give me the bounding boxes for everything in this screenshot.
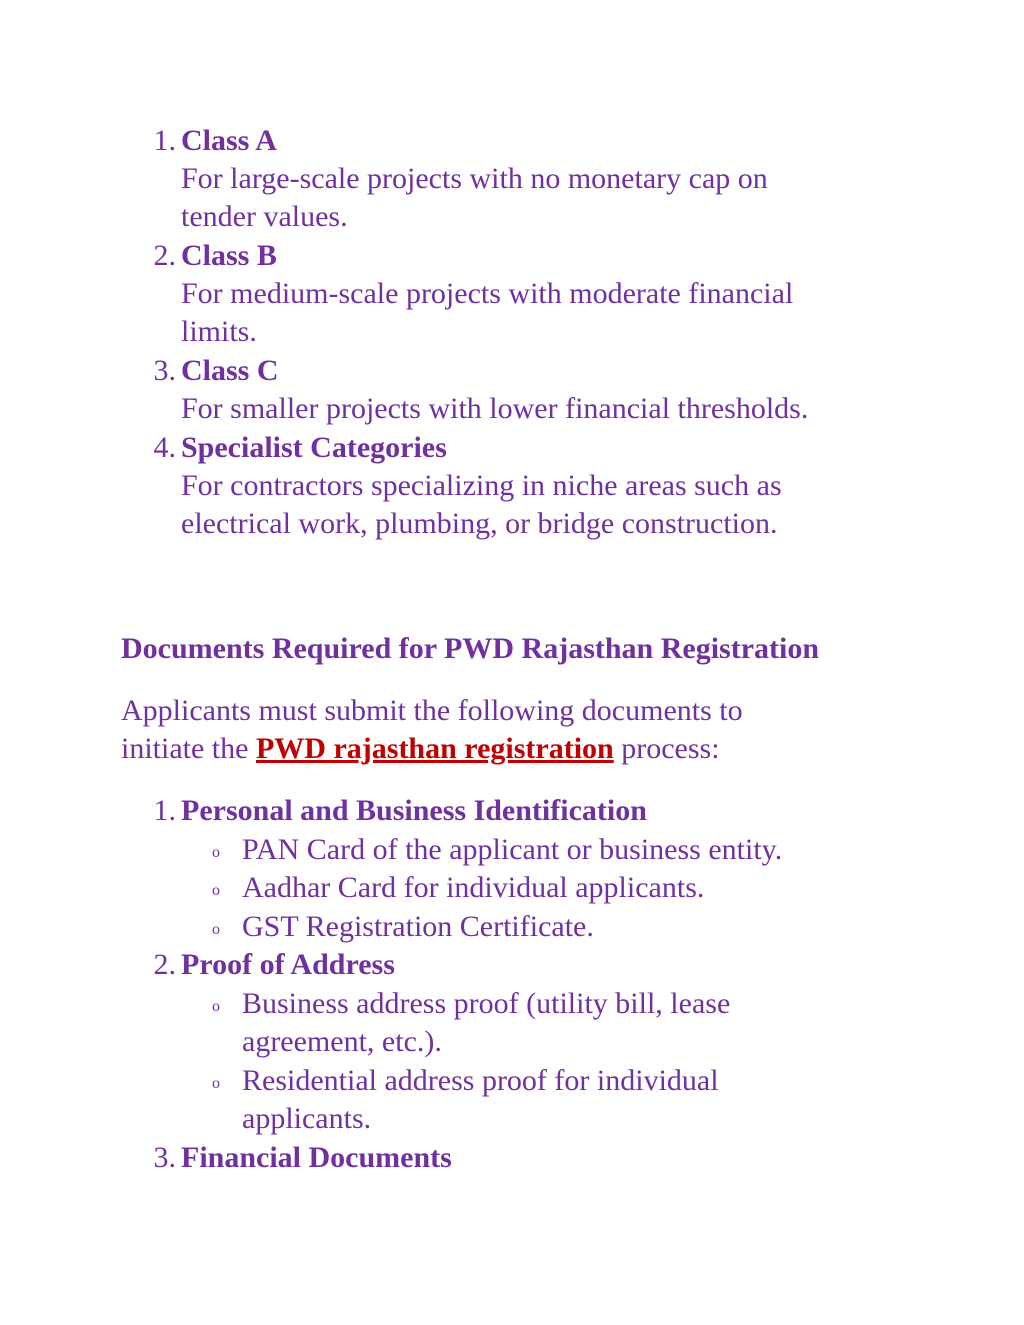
list-number: 1. (153, 124, 176, 157)
hollow-bullet-icon: o (212, 1075, 220, 1092)
list-number: 3. (153, 354, 176, 387)
specialist-title: Specialist Categories (181, 431, 447, 464)
proof-of-address-title: Proof of Address (181, 948, 395, 981)
financial-documents-title: Financial Documents (181, 1141, 452, 1174)
class-a-desc-cont: tender values. (181, 200, 348, 233)
intro-text: Applicants must submit the following documents to (121, 694, 743, 727)
class-a-desc: For large-scale projects with no monetary cap on (181, 162, 768, 195)
class-b-desc: For medium-scale projects with moderate financial (181, 277, 794, 310)
list-number: 2. (153, 239, 176, 272)
list-number: 3. (153, 1141, 176, 1174)
class-c-title: Class C (181, 354, 279, 387)
hollow-bullet-icon: o (212, 998, 220, 1015)
specialist-desc: For contractors specializing in niche areas such as (181, 469, 782, 502)
hollow-bullet-icon: o (212, 844, 220, 861)
class-c-desc: For smaller projects with lower financial thresholds. (181, 392, 809, 425)
specialist-desc-cont: electrical work, plumbing, or bridge construction. (181, 507, 778, 540)
hollow-bullet-icon: o (212, 921, 220, 938)
list-number: 4. (153, 431, 176, 464)
hollow-bullet-icon: o (212, 882, 220, 899)
list-item: Business address proof (utility bill, lease (242, 987, 731, 1020)
list-item: Residential address proof for individual (242, 1064, 719, 1097)
class-b-title: Class B (181, 239, 277, 272)
class-a-title: Class A (181, 124, 277, 157)
list-item: GST Registration Certificate. (242, 910, 594, 943)
list-number: 1. (153, 794, 176, 827)
intro-text-cont (121, 730, 720, 768)
identification-title: Personal and Business Identification (181, 794, 647, 827)
pwd-registration-link[interactable]: PWD rajasthan registration (255, 732, 614, 765)
documents-heading: Documents Required for PWD Rajasthan Registration (121, 632, 820, 665)
list-number: 2. (153, 948, 176, 981)
class-b-desc-cont: limits. (181, 315, 257, 348)
list-item-cont: applicants. (242, 1102, 372, 1135)
intro-suffix: process: (613, 732, 720, 765)
intro-prefix: initiate the (121, 732, 256, 765)
list-item-cont: agreement, etc.). (242, 1025, 442, 1058)
list-item: Aadhar Card for individual applicants. (242, 871, 705, 904)
list-item: PAN Card of the applicant or business entity. (242, 833, 783, 866)
